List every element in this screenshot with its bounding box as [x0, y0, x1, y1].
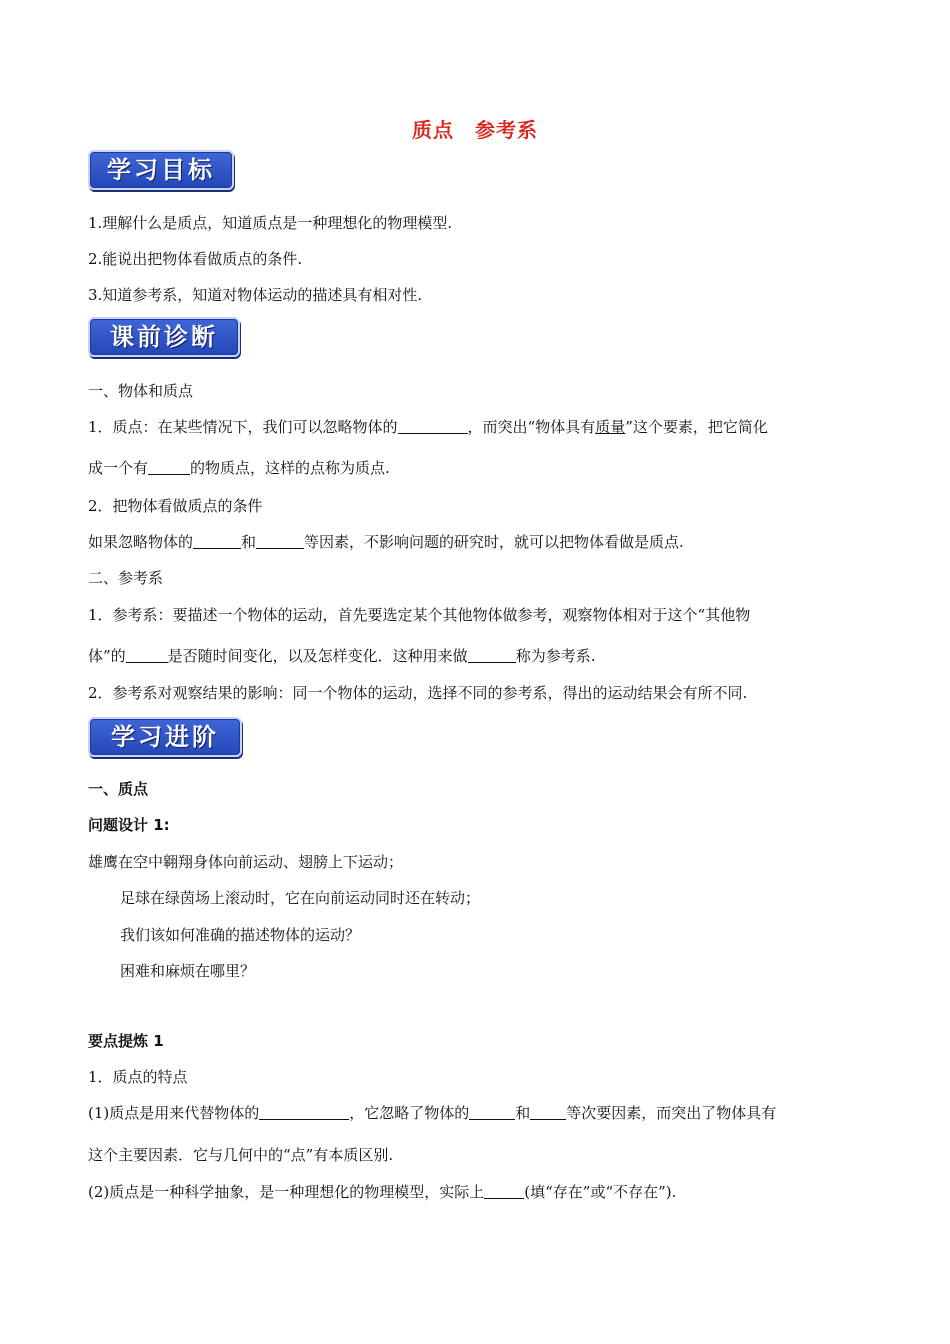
- paragraph-line: 成一个有 的物质点，这样的点称为质点.: [88, 459, 390, 477]
- fill-blank[interactable]: [530, 1103, 566, 1120]
- question-line: 困难和麻烦在哪里？: [120, 962, 256, 980]
- fill-blank[interactable]: [256, 532, 304, 549]
- section-heading: 二、参考系: [88, 569, 164, 587]
- paragraph-line: 1．质点：在某些情况下，我们可以忽略物体的 ，而突出“物体具有质量”这个要素，把它简化: [88, 418, 768, 436]
- key-points-heading: 要点提炼 1: [88, 1032, 164, 1050]
- subsection-heading: 2．把物体看做质点的条件: [88, 497, 263, 515]
- paragraph-line: (1)质点是用来代替物体的 ，它忽略了物体的 和 等次要因素，而突出了物体具有: [88, 1104, 777, 1122]
- question-line: 足球在绿茵场上滚动时，它在向前运动同时还在转动；: [120, 889, 481, 907]
- paragraph-line: 体”的 是否随时间变化，以及怎样变化．这种用来做 称为参考系.: [88, 647, 596, 665]
- fill-blank[interactable]: [469, 1103, 515, 1120]
- page-title: 质点 参考系: [412, 118, 538, 142]
- paragraph-line: 这个主要因素．它与几何中的“点”有本质区别.: [88, 1146, 394, 1164]
- fill-blank[interactable]: [126, 646, 168, 663]
- question-line: 雄鹰在空中翱翔身体向前运动、翅膀上下运动；: [88, 853, 404, 871]
- paragraph-line: 2．参考系对观察结果的影响：同一个物体的运动，选择不同的参考系，得出的运动结果会有所不同.: [88, 684, 748, 702]
- goal-item: 2.能说出把物体看做质点的条件.: [88, 250, 303, 268]
- fill-blank[interactable]: [259, 1103, 349, 1120]
- fill-blank[interactable]: [193, 532, 241, 549]
- section-heading: 一、物体和质点: [88, 382, 194, 400]
- question-line: 我们该如何准确的描述物体的运动？: [120, 926, 361, 944]
- goal-item: 1.理解什么是质点，知道质点是一种理想化的物理模型.: [88, 214, 453, 232]
- section-banner-diagnosis: 课前诊断: [88, 317, 240, 357]
- section-heading: 一、质点: [88, 780, 149, 798]
- subsection-heading: 1．质点的特点: [88, 1068, 188, 1086]
- section-banner-advance: 学习进阶: [88, 717, 242, 757]
- fill-blank[interactable]: [398, 417, 468, 434]
- section-banner-goals: 学习目标: [88, 150, 234, 190]
- goal-item: 3.知道参考系，知道对物体运动的描述具有相对性.: [88, 286, 423, 304]
- question-heading: 问题设计 1:: [88, 816, 170, 834]
- fill-blank[interactable]: [148, 458, 190, 475]
- fill-blank[interactable]: [468, 646, 516, 663]
- paragraph-line: 1．参考系：要描述一个物体的运动，首先要选定某个其他物体做参考，观察物体相对于这个“其他物: [88, 606, 751, 624]
- fill-blank[interactable]: [484, 1182, 524, 1199]
- paragraph-line: (2)质点是一种科学抽象，是一种理想化的物理模型，实际上 (填“存在”或“不存在”).: [88, 1183, 677, 1201]
- paragraph-line: 如果忽略物体的 和 等因素，不影响问题的研究时，就可以把物体看做是质点.: [88, 533, 684, 551]
